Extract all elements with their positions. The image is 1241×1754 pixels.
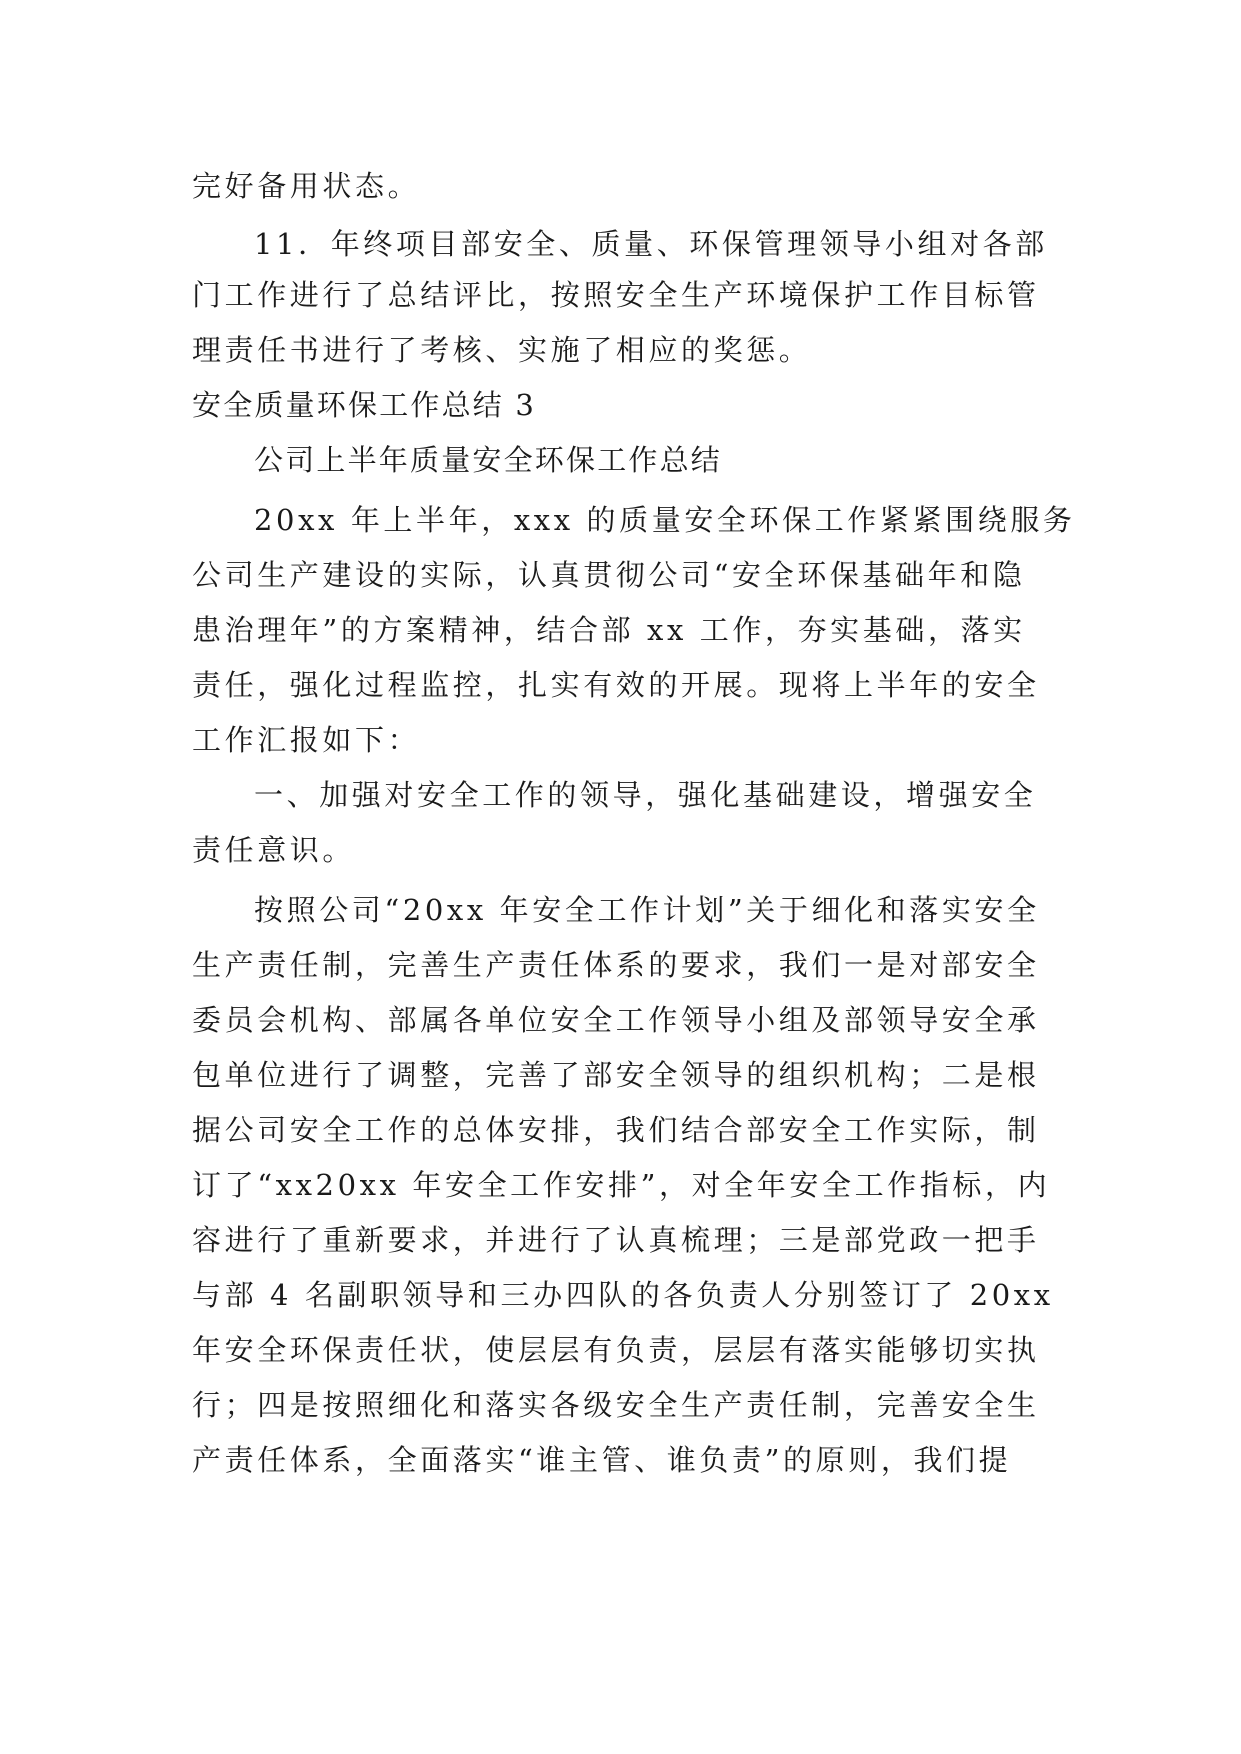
- text-line: 20xx 年上半年，xxx 的质量安全环保工作紧紧围绕服务: [254, 503, 1076, 537]
- text-line: 容进行了重新要求，并进行了认真梳理；三是部党政一把手: [192, 1223, 1040, 1257]
- text-line: 与部 4 名副职领导和三办四队的各负责人分别签订了 20xx: [192, 1278, 1054, 1312]
- text-line: 产责任体系，全面落实“谁主管、谁负责”的原则，我们提: [192, 1443, 1012, 1477]
- text-line: 按照公司“20xx 年安全工作计划”关于细化和落实安全: [254, 893, 1040, 927]
- section-heading: 安全质量环保工作总结 3: [192, 388, 537, 422]
- text-line: 订了“xx20xx 年安全工作安排”，对全年安全工作指标，内: [192, 1168, 1051, 1202]
- text-line: 一、加强对安全工作的领导，强化基础建设，增强安全: [254, 778, 1037, 812]
- text-line: 委员会机构、部属各单位安全工作领导小组及部领导安全承: [192, 1003, 1040, 1037]
- text-line: 责任，强化过程监控，扎实有效的开展。现将上半年的安全: [192, 668, 1040, 702]
- text-line: 生产责任制，完善生产责任体系的要求，我们一是对部安全: [192, 948, 1040, 982]
- text-line: 包单位进行了调整，完善了部安全领导的组织机构；二是根: [192, 1058, 1040, 1092]
- text-line: 公司生产建设的实际，认真贯彻公司“安全环保基础年和隐: [192, 558, 1026, 592]
- document-title: 公司上半年质量安全环保工作总结: [254, 443, 723, 477]
- text-line: 年安全环保责任状，使层层有负责，层层有落实能够切实执: [192, 1333, 1040, 1367]
- text-line: 据公司安全工作的总体安排，我们结合部安全工作实际，制: [192, 1113, 1040, 1147]
- text-line: 患治理年”的方案精神，结合部 xx 工作，夯实基础，落实: [192, 613, 1026, 647]
- text-line: 11．年终项目部安全、质量、环保管理领导小组对各部: [254, 227, 1048, 261]
- text-line: 完好备用状态。: [192, 169, 421, 203]
- text-line: 理责任书进行了考核、实施了相应的奖惩。: [192, 333, 812, 367]
- text-line: 责任意识。: [192, 833, 356, 867]
- text-line: 门工作进行了总结评比，按照安全生产环境保护工作目标管: [192, 278, 1040, 312]
- text-line: 行；四是按照细化和落实各级安全生产责任制，完善安全生: [192, 1388, 1040, 1422]
- text-line: 工作汇报如下：: [192, 723, 421, 757]
